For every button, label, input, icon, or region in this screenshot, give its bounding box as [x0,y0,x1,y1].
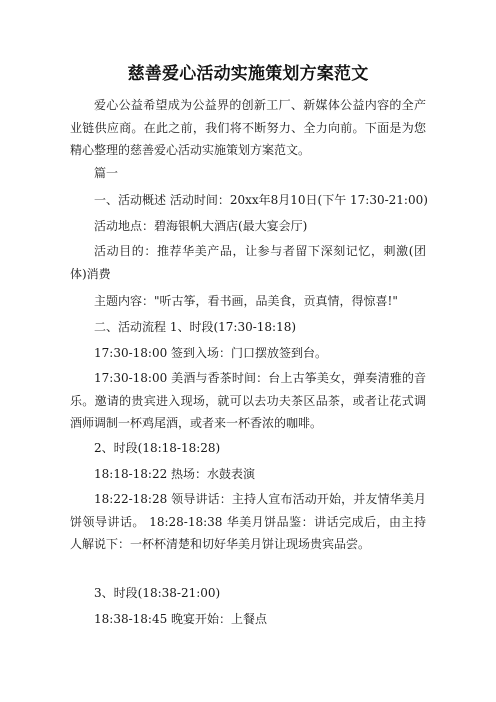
warmup-line: 18:18-18:22 热场：水鼓表演 [94,467,256,481]
signin-line: 17:30-18:00 签到入场：门口摆放签到台。 [94,346,328,360]
section-label: 篇一 [94,166,119,180]
banquet-line: 18:38-18:45 晚宴开始：上餐点 [94,612,268,626]
speech-paragraph: 18:22-18:28 领导讲话：主持人宣布活动开始，并友情华美月饼领导讲话。 18:28-18:38 华美月饼品鉴：讲话完成后，由主持人解说下：一杯杯清楚和切好华美月饼让现场贵宾品尝。 [70,492,426,551]
intro-paragraph: 爱心公益希望成为公益界的创新工厂、新媒体公益内容的全产业链供应商。在此之前，我们将不断努力、全力向前。下面是为您精心整理的慈善爱心活动实施策划方案范文。 [70,98,426,157]
theme-line: 主题内容："听古筝，看书画，品美食，贡真情，得惊喜!" [94,294,398,308]
venue-line: 活动地点：碧海银帆大酒店(最大宴会厅) [94,219,308,233]
overview-heading: 一、活动概述 活动时间：20xx年8月10日(下午 17:30-21:00) [94,193,428,207]
document-title: 慈善爱心活动实施策划方案范文 [127,64,369,84]
wine-tea-paragraph: 17:30-18:00 美酒与香茶时间：台上古筝美女，弹奏清雅的音乐。邀请的贵宾进入现场，就可以去功夫茶区品茶，或者让花式调酒师调制一杯鸡尾酒，或者来一杯香浓的咖啡。 [70,371,426,430]
period2-heading: 2、时段(18:18-18:28) [94,441,221,455]
purpose-paragraph: 活动目的：推荐华美产品，让参与者留下深刻记忆，刺激(团体)消费 [70,244,426,281]
flow-heading: 二、活动流程 1、时段(17:30-18:18) [94,320,297,334]
period3-heading: 3、时段(18:38-21:00) [94,586,221,600]
